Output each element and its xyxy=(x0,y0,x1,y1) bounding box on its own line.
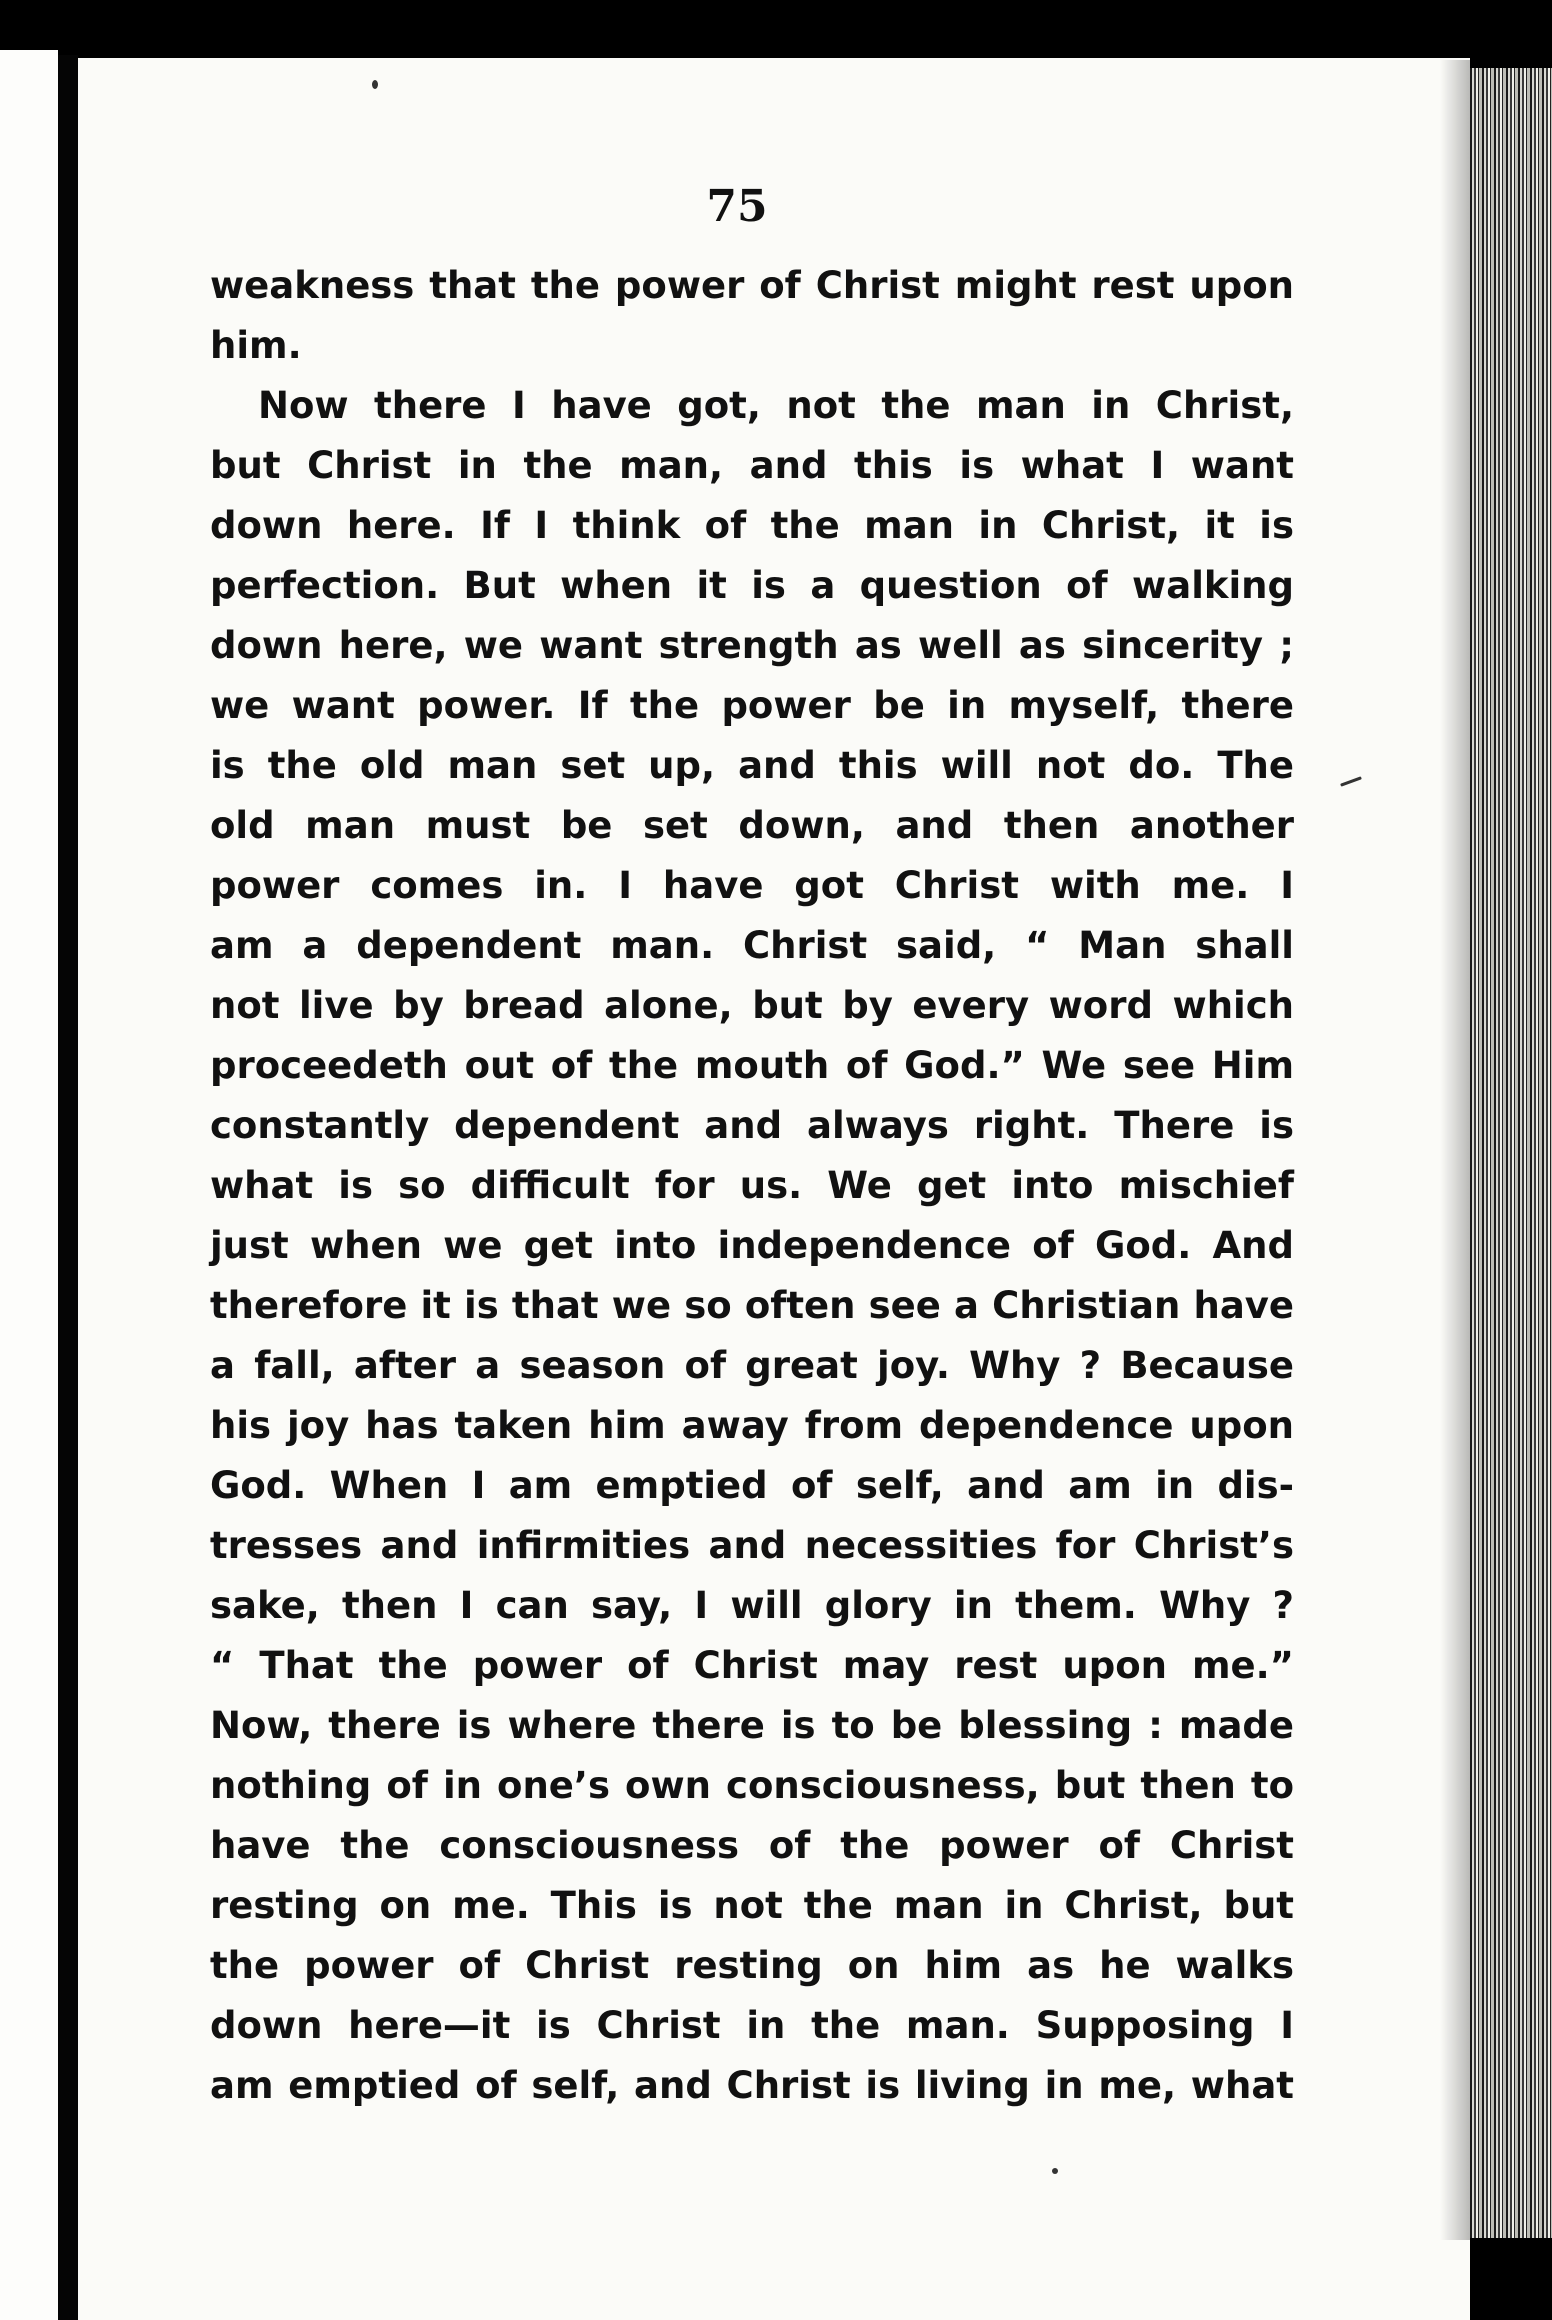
scan-corner xyxy=(1470,2238,1552,2320)
text-line: Now, there is where there is to be blessing : made xyxy=(210,1704,1294,1747)
text-line: have the consciousness of the power of Christ xyxy=(210,1824,1294,1867)
text-line: God. When I am emptied of self, and am in dis- xyxy=(210,1464,1294,1507)
text-line: down here. If I think of the man in Christ, it is xyxy=(210,504,1294,547)
text-line: “ That the power of Christ may rest upon me.” xyxy=(210,1644,1294,1687)
text-line: resting on me. This is not the man in Christ, but xyxy=(210,1884,1294,1927)
text-line: him. xyxy=(210,324,302,367)
binding-shadow xyxy=(58,55,78,2320)
text-line: we want power. If the power be in myself, there xyxy=(210,684,1294,727)
text-line: tresses and infirmities and necessities for Christ’s xyxy=(210,1524,1294,1567)
text-line: am emptied of self, and Christ is living in me, what xyxy=(210,2064,1294,2107)
body-text xyxy=(210,256,1294,2116)
text-line: Now there I have got, not the man in Christ, xyxy=(258,384,1294,427)
text-line: proceedeth out of the mouth of God.” We see Him xyxy=(210,1044,1294,1087)
text-line: weakness that the power of Christ might rest upon xyxy=(210,264,1294,307)
text-line: am a dependent man. Christ said, “ Man shall xyxy=(210,924,1294,967)
ink-speck xyxy=(1052,2168,1058,2174)
text-line: therefore it is that we so often see a Christian have xyxy=(210,1284,1294,1327)
text-line: down here, we want strength as well as sincerity ; xyxy=(210,624,1294,667)
text-line: the power of Christ resting on him as he walks xyxy=(210,1944,1294,1987)
text-line: is the old man set up, and this will not do. The xyxy=(210,744,1294,787)
text-line: down here—it is Christ in the man. Supposing I xyxy=(210,2004,1294,2047)
facing-page-edge xyxy=(0,50,58,2320)
page-number: 75 xyxy=(706,181,768,232)
text-line: perfection. But when it is a question of walking xyxy=(210,564,1294,607)
text-line: his joy has taken him away from dependence upon xyxy=(210,1404,1294,1447)
text-line: nothing of in one’s own consciousness, but then to xyxy=(210,1764,1294,1807)
text-line: constantly dependent and always right. There is xyxy=(210,1104,1294,1147)
text-line: sake, then I can say, I will glory in them. Why ? xyxy=(210,1584,1294,1627)
text-line: what is so difficult for us. We get into mischief xyxy=(210,1164,1294,1207)
text-line: power comes in. I have got Christ with me. I xyxy=(210,864,1294,907)
text-line: old man must be set down, and then another xyxy=(210,804,1294,847)
ink-speck xyxy=(372,80,378,89)
book-page-edges xyxy=(1470,68,1552,2238)
text-line: but Christ in the man, and this is what I want xyxy=(210,444,1294,487)
text-line: just when we get into independence of God. And xyxy=(210,1224,1294,1267)
text-line: not live by bread alone, but by every word which xyxy=(210,984,1294,1027)
text-line: a fall, after a season of great joy. Why ? Because xyxy=(210,1344,1294,1387)
